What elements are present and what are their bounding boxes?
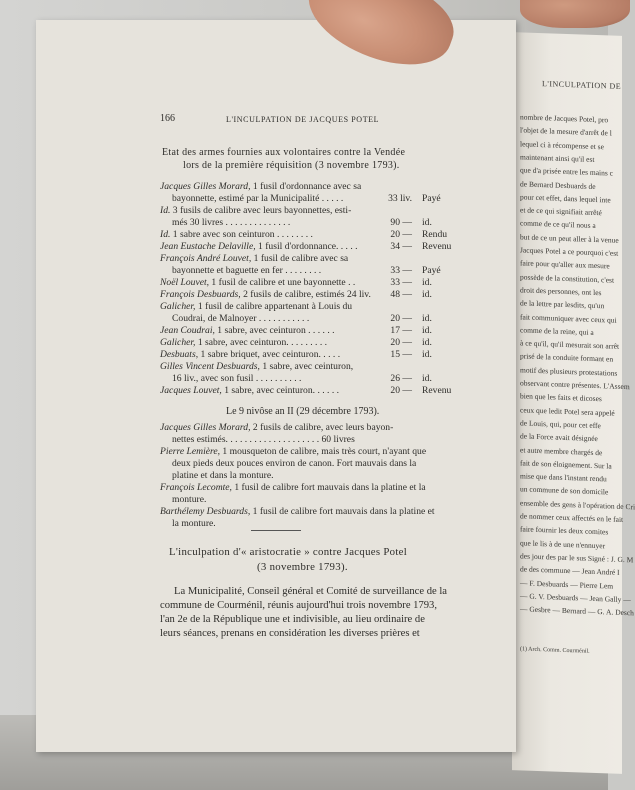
facing-page-line: — G. V. Desbuards — Jean Gally — [520,591,631,605]
entry-line [160,205,351,217]
facing-page-line: ceux que ledit Potel sera appelé [520,404,615,418]
entry-text: 1 sabre avec son ceinturon . . . . . . . . [170,229,313,240]
entry-status: id. [422,217,432,228]
facing-page-line: et autre membre chargés de [520,444,603,457]
entry-text: 1 fusil d'ordonnance. . . . . [255,241,358,252]
entry-text: 1 sabre, avec ceinturon. . . . . . [221,385,340,396]
facing-page-line: faire pour qu'aller aux mesure [520,258,610,271]
entry-continuation: més 30 livres . . . . . . . . . . . . . . [172,217,291,228]
entry-name: Jean Eustache Delaville, [160,241,256,252]
entry-status: id. [422,349,432,360]
facing-page-line: — Gesbre — Bernard — G. A. Desch [520,604,634,618]
facing-page-line: comme de ce qu'il nous a [520,218,596,231]
entry-text: 1 sabre, avec ceinturon. . . . . . . . . [195,337,328,348]
facing-page-line: fait de son éloignement. Sur la [520,458,612,471]
entry-continuation: bayonnette et baguette en fer . . . . . . . . [172,265,322,276]
entry-line [160,446,426,458]
facing-page-line: nombre de Jacques Potel, pro [520,112,609,125]
entry-continuation: monture. [172,494,207,505]
entry-name: Desbuats, [160,349,199,360]
entry-name: Jean Coudrai, [160,325,215,336]
entry-text: 1 fusil de calibre et une bayonnette . . [209,277,356,288]
entry-amount: 20 — [390,337,412,348]
facing-page-line: lequel ci à récompense et se [520,138,604,151]
section2-title-line-1: L'inculpation d'« aristocratie » contre Jacques Potel [169,546,408,558]
divider-rule [251,530,301,531]
entry-continuation: Coudrai, de Malnoyer . . . . . . . . . . . [172,313,310,324]
facing-page-line: — F. Desbuards — Pierre Lem [520,577,614,591]
entry-amount: 17 — [390,325,412,336]
entry-text: 1 fusil de calibre appartenant à Louis du [195,301,353,312]
entry-name: Galicher, [160,337,196,348]
entry-text: 1 fusil d'ordonnance avec sa [250,181,362,192]
entry-line [160,241,358,253]
facing-page-line: de Bernard Desbuards de [520,178,596,191]
entry-line [160,181,361,193]
facing-page-line: possède de la constitution, c'est [520,271,615,285]
entry-name: François André Louvet, [160,253,252,264]
entry-line [160,337,327,349]
entry-name: Barthélemy Desbuards, [160,506,251,517]
entry-line [160,506,435,518]
entry-line [160,361,353,373]
entry-line [160,349,340,361]
paragraph-line: commune de Courménil, réunis aujourd'hui trois novembre 1793, [160,600,437,611]
entry-text: 2 fusils de calibre, estimés 24 liv. [240,289,371,300]
entry-name: Jacques Gilles Morard, [160,422,251,433]
page-number: 166 [160,113,175,124]
entry-status: Payé [422,265,441,276]
entry-amount: 20 — [390,229,412,240]
entry-name: Pierre Lemière, [160,446,221,457]
entry-amount: 90 — [390,217,412,228]
entry-name: Galicher, [160,301,196,312]
entry-status: id. [422,325,432,336]
entry-name: Jacques Louvet, [160,385,222,396]
facing-page-line: de la lettre par lesdits, qu'un [520,298,605,311]
facing-page-line: motif des plusieurs protestations [520,365,618,378]
entry-amount: 33 — [390,277,412,288]
entry-text: 1 fusil de calibre avec sa [251,253,349,264]
paragraph-line: leurs séances, prenans en considération les diverses prières et [160,628,420,639]
entry-name: Noël Louvet, [160,277,210,288]
entry-status: id. [422,277,432,288]
entry-amount: 20 — [390,313,412,324]
entry-continuation: platine et dans la monture. [172,470,274,481]
entry-line [160,385,339,397]
entry-text: 1 mousqueton de calibre, mais très court, n'ayant que [220,446,427,457]
facing-page-line: ensemble des gens à l'opération de Cri [520,498,635,512]
facing-page-line: l'objet de la mesure d'arrêt de l [520,125,612,138]
facing-page-line: que d'a prisée entre les mains c [520,165,613,178]
entry-continuation: la monture. [172,518,216,529]
facing-page [512,32,635,774]
entry-continuation: nettes estimés. . . . . . . . . . . . . . . . . . . . 60 livres [172,434,355,445]
entry-name: François Desbuards, [160,289,241,300]
entry-amount: 34 — [390,241,412,252]
entry-continuation: deux pieds deux pouces environ de canon. Fort mauvais dans la [172,458,417,469]
entry-name: Id. [160,205,171,216]
entry-status: id. [422,289,432,300]
entry-continuation: 16 liv., avec son fusil . . . . . . . . . . [172,373,302,384]
entry-text: 1 sabre, avec ceinturon, [259,361,354,372]
entry-status: Revenu [422,241,452,252]
entry-line [160,325,335,337]
entry-text: 1 fusil de calibre fort mauvais dans la platine et [250,506,435,517]
facing-page-line: fait communiquer avec ceux qui [520,311,617,325]
entry-name: Gilles Vincent Desbuards, [160,361,260,372]
facing-page-line: mise que dans l'instant rendu [520,471,607,484]
entry-name: Id. [160,229,171,240]
entry-status: Rendu [422,229,448,240]
entry-line [160,253,348,265]
paragraph-line: l'an 2e de la République une et indivisible, au lieu ordinaire de [160,614,425,625]
facing-page-line: droit des personnes, ont les [520,285,602,298]
facing-page-line: de des commune — Jean André I [520,564,620,578]
entry-amount: 33 — [390,265,412,276]
facing-page-line: pour cet effet, dans lequel inte [520,192,611,205]
entry-line [160,482,426,494]
facing-page-line: Jacques Potel a ce pourquoi c'est [520,245,619,258]
facing-page-line: de nommer ceux affectés en le fait [520,511,624,524]
entry-text: 1 sabre briquet, avec ceinturon. . . . . [198,349,341,360]
finger-holding-page [520,0,630,28]
entry-status: id. [422,313,432,324]
entry-line [160,422,393,434]
facing-page-line: prisé de la conduite formant en [520,351,614,365]
book-page [36,20,516,752]
facing-page-running-head: L'INCULPATION DE [542,79,622,91]
facing-page-line: bien que les faits et dicoses [520,391,602,404]
facing-page-line: de Louis, qui, pour cet effe [520,418,601,431]
facing-page-line: faire fournir les deux comites [520,524,609,537]
entry-name: François Lecomte, [160,482,232,493]
entry-amount: 15 — [390,349,412,360]
facing-page-line: de la Force avait désignée [520,431,598,444]
facing-page-footnote: (1) Arch. Comm. Courménil. [520,646,590,655]
entry-amount: 20 — [390,385,412,396]
entry-text: 2 fusils de calibre, avec leurs bayon- [250,422,394,433]
entry-line [160,229,313,241]
entry-amount: 48 — [390,289,412,300]
facing-page-line: observant contre présentes. L'Assem [520,378,630,392]
facing-page-line: des jour des par le sus Signé : J. G. M [520,551,634,565]
facing-page-line: à ce qu'il, qu'il mesurait son arrêt [520,338,620,351]
facing-page-line: maintenant ainsi qu'il est [520,152,595,164]
running-head: L'INCULPATION DE JACQUES POTEL [226,115,380,124]
section-title-line-2: lors de la première réquisition (3 novembre 1793). [183,160,400,171]
entry-text: 1 sabre, avec ceinturon . . . . . . [214,325,335,336]
facing-page-line: comme de la reine, qui a [520,325,594,337]
entry-amount: 33 liv. [388,193,412,204]
facing-page-line: que le lis à de une n'ennuyer [520,537,606,550]
facing-page-line: et de ce qui signifiait arrêté [520,205,602,218]
date-subheading: Le 9 nivôse an II (29 décembre 1793). [226,406,380,417]
facing-page-line: un commune de son domicile [520,484,609,497]
section2-title-line-2: (3 novembre 1793). [257,561,348,573]
entry-text: 3 fusils de calibre avec leurs bayonnettes, esti- [170,205,352,216]
entry-status: Payé [422,193,441,204]
facing-page-line: but de ce un peut aller à la venue [520,232,619,245]
entry-continuation: bayonnette, estimé par la Municipalité . . . . . [172,193,344,204]
entry-amount: 26 — [390,373,412,384]
entry-line [160,301,352,313]
entry-status: id. [422,373,432,384]
entry-line [160,277,355,289]
entry-line [160,289,371,301]
entry-status: Revenu [422,385,452,396]
paragraph-line: La Municipalité, Conseil général et Comité de surveillance de la [174,586,447,597]
entry-text: 1 fusil de calibre fort mauvais dans la platine et la [231,482,426,493]
entry-status: id. [422,337,432,348]
entry-name: Jacques Gilles Morard, [160,181,251,192]
section-title-line-1: Etat des armes fournies aux volontaires contre la Vendée [162,147,406,158]
